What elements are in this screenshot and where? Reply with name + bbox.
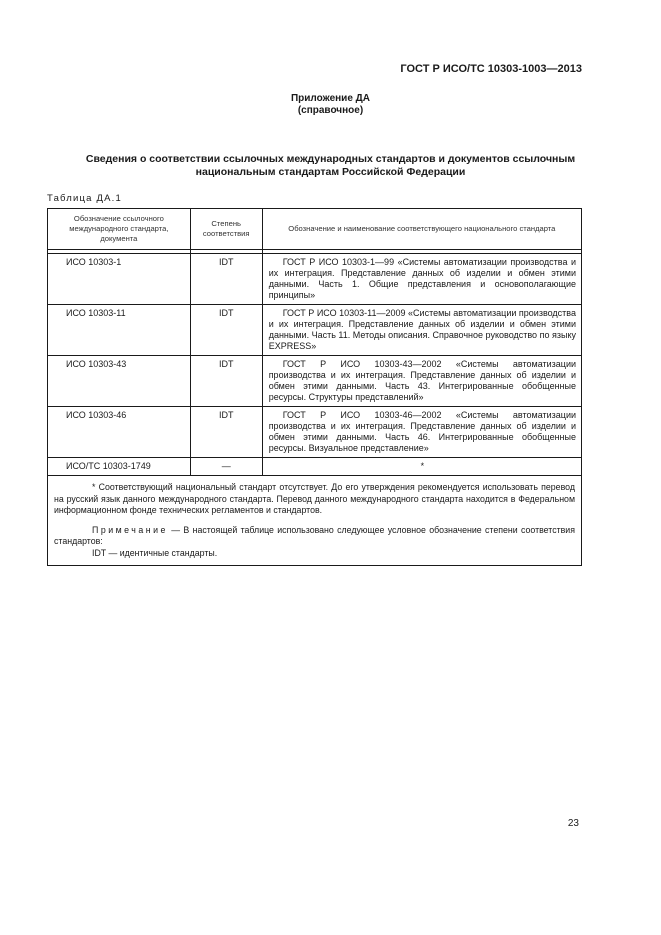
cell-national — [262, 356, 581, 407]
cell-reference: ИСО 10303-1 — [48, 254, 191, 305]
footnote: * Соответствующий национальный стандарт отсутствует. До его утверждения рекомендуется использовать перевод на русский язык данного международного стандарта. Перевод данного международного стандарта находится в Федеральном информационном фонде технических регламентов и стандартов. — [54, 482, 575, 515]
document-code: ГОСТ Р ИСО/ТС 10303-1003—2013 — [400, 63, 582, 75]
table-row — [48, 407, 582, 458]
cell-national — [262, 407, 581, 458]
cell-reference: ИСО 10303-11 — [48, 305, 191, 356]
cell-reference: ИСО 10303-46 — [48, 407, 191, 458]
section-title-line-2: национальным стандартам Российской Федерации — [195, 166, 466, 178]
section-title-line-1: Сведения о соответствии ссылочных международных стандартов и документов ссылочным — [85, 153, 576, 165]
cell-national-text: ГОСТ Р ИСО 10303-43—2002 «Системы автоматизации производства и их интеграция. Представление данных об изделии и обмен этими данными. Часть 43. Интегрированные обобщенные ресурсы. Структуры представлений» — [268, 359, 576, 402]
note — [54, 525, 575, 548]
cell-degree: IDT — [190, 356, 262, 407]
cell-national-text: ГОСТ Р ИСО 10303-46—2002 «Системы автоматизации производства и их интеграция. Представление данных об изделии и обмен этими данными. Часть 46. Интегрированные обобщенные ресурсы. Визуальное представление» — [268, 410, 576, 453]
cell-national-text: ГОСТ Р ИСО 10303-1—99 «Системы автоматизации производства и их интеграция. Представление данных об изделии и обмен этими данными. Часть 1. Общие представления и основополагающие принципы» — [268, 257, 576, 300]
cell-reference: ИСО 10303-43 — [48, 356, 191, 407]
cell-degree: IDT — [190, 407, 262, 458]
table-row — [48, 254, 582, 305]
idt-definition: IDT — идентичные стандарты. — [92, 547, 218, 558]
annex-subtitle: (справочное) — [297, 105, 364, 116]
note-label: Примечание — [92, 524, 168, 535]
header-degree: Степень соответствия — [190, 209, 262, 250]
cell-national: * — [262, 458, 581, 476]
table-caption: Таблица ДА.1 — [47, 193, 122, 204]
cell-national — [262, 254, 581, 305]
cell-national-text: ГОСТ Р ИСО 10303-11—2009 «Системы автоматизации производства и их интеграция. Представление данных об изделии и обмен этими данными. Часть 11. Методы описания. Справочное руководство по языку EXPRESS» — [268, 308, 576, 351]
table-notes-row — [48, 476, 582, 566]
table-row — [48, 458, 582, 476]
annex-title: Приложение ДА — [290, 93, 371, 104]
cell-degree: IDT — [190, 305, 262, 356]
cell-reference: ИСО/ТС 10303-1749 — [48, 458, 191, 476]
note-text: — В настоящей таблице использовано следующее условное обозначение степени соответствия стандартов: — [54, 524, 575, 546]
table-row — [48, 305, 582, 356]
page-number: 23 — [567, 818, 579, 829]
table-row — [48, 356, 582, 407]
header-reference-standard: Обозначение ссылочного международного стандарта, документа — [48, 209, 191, 250]
annex-heading — [0, 93, 661, 117]
section-title — [40, 153, 621, 179]
cell-degree: — — [190, 458, 262, 476]
table-notes — [48, 476, 582, 566]
cell-national — [262, 305, 581, 356]
header-national-standard: Обозначение и наименование соответствующего национального стандарта — [262, 209, 581, 250]
correspondence-table — [47, 208, 582, 566]
cell-degree: IDT — [190, 254, 262, 305]
table-header-row — [48, 209, 582, 250]
